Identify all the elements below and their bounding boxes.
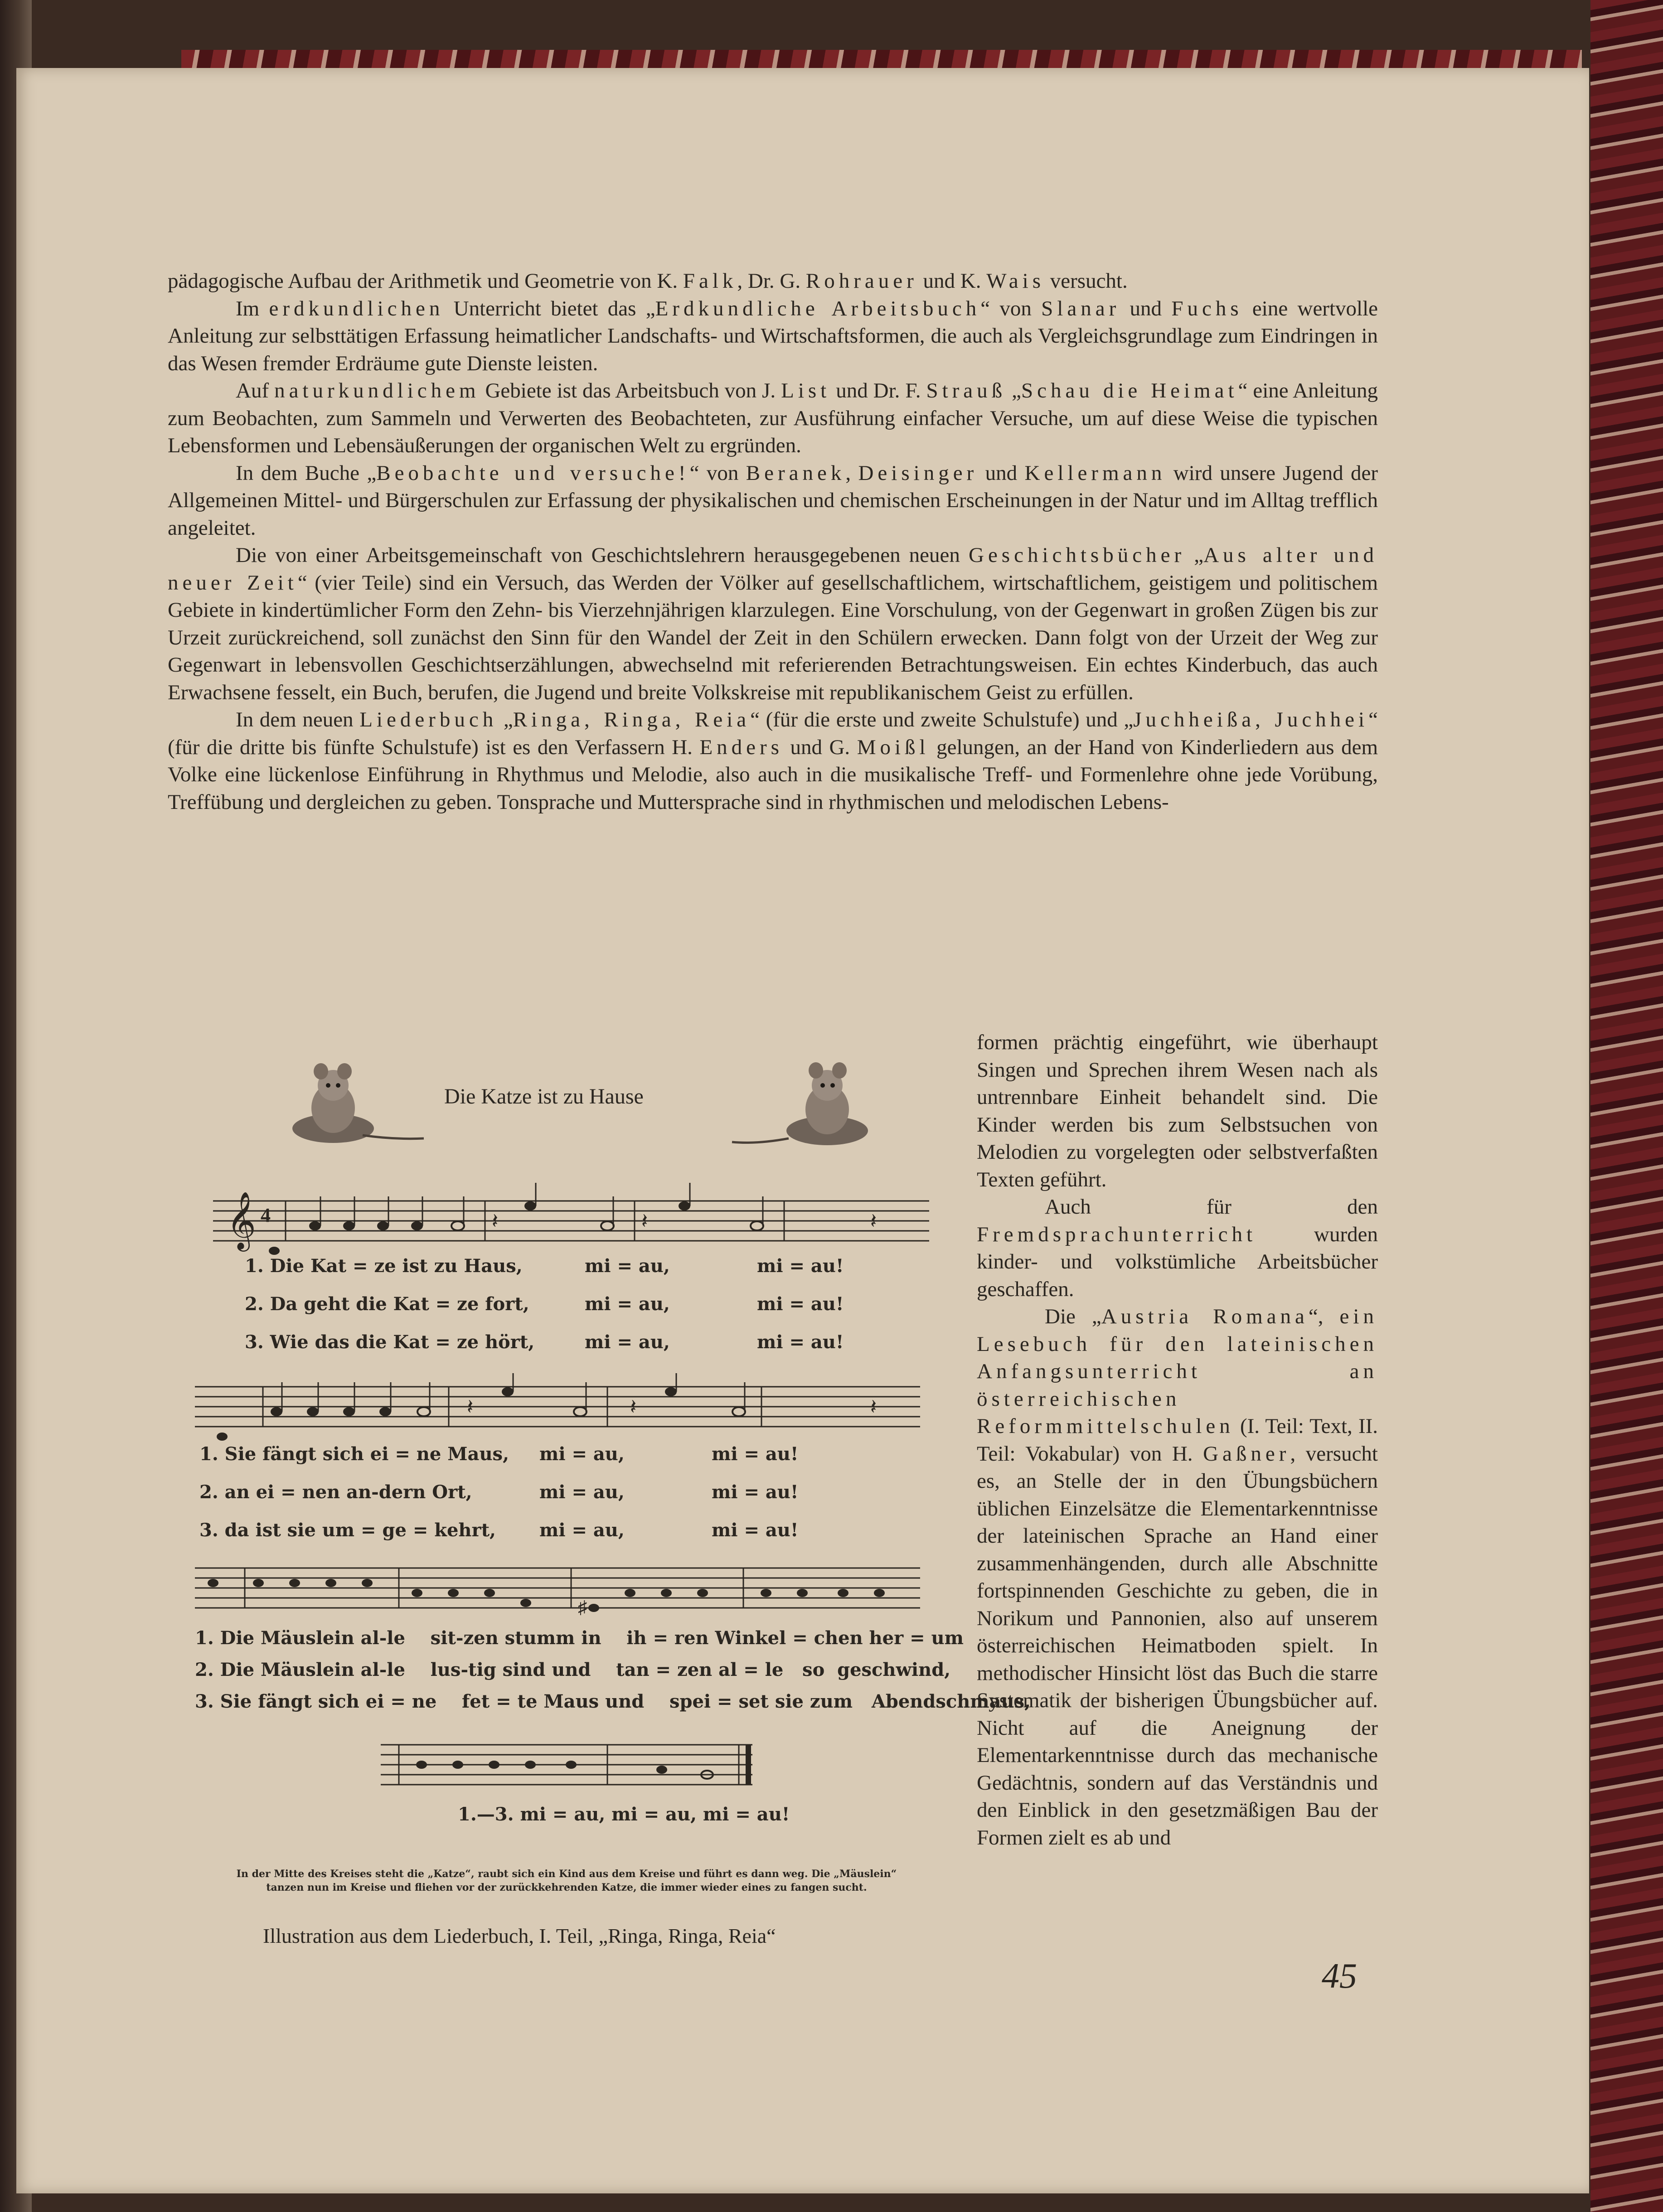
spaced-term: naturkundlichem <box>274 379 480 402</box>
spaced-term: ein Lesebuch für den lateinischen Anfangsunterricht an österreichischen Reformmittelschulen <box>977 1305 1378 1438</box>
music-staff-3 <box>195 1559 920 1618</box>
lyrics-line: 2. Die Mäuslein al-le lus-tig sind und tan = zen al = le so geschwind, <box>195 1659 951 1680</box>
lyrics-block-3 <box>195 1622 1031 1718</box>
svg-text:𝄽: 𝄽 <box>467 1395 474 1418</box>
music-staff-2 <box>195 1373 920 1441</box>
spaced-term: Schau die Heimat <box>1021 379 1238 402</box>
spaced-term: Liederbuch <box>359 708 498 731</box>
spaced-term: Rohrauer <box>805 269 918 293</box>
song-illustration <box>168 1056 1031 2035</box>
spaced-term: Kellermann <box>1024 461 1166 485</box>
svg-text:𝄽: 𝄽 <box>492 1210 499 1233</box>
lyrics-segment: 2. Da geht die Kat = ze fort, <box>245 1293 529 1315</box>
paragraph: In dem neuen Liederbuch „Ringa, Ringa, Reia“ (für die erste und zweite Schulstufe) und „Juchheißa, Juchhei“ (für die dritte bis fünfte Schulstufe) ist es den Verfassern H. Enders und G. Moißl gelungen, an der Hand von Kinderliedern aus dem Volke eine lückenlose Einführung in Rhythmus und Melodie, also auch in die musikalische Treff- und Formenlehre ohne jede Vorübung, Treffübung und dergleichen zu geben. Tonsprache und Muttersprache sind in rhythmischen und melodischen Lebens- <box>168 708 1378 814</box>
spaced-term: Beobachte und versuche! <box>376 461 690 485</box>
lyrics-line: 3. Sie fängt sich ei = ne fet = te Maus und spei = set sie zum Abendschmaus, <box>195 1691 1031 1712</box>
side-text-column <box>977 1029 1378 1851</box>
spaced-term: Wais <box>986 269 1045 293</box>
lyrics-segment: mi = au, <box>539 1481 625 1503</box>
spaced-term: Deisinger <box>858 461 978 485</box>
svg-text:𝄽: 𝄽 <box>870 1210 877 1233</box>
page-number: 45 <box>1322 1956 1357 1995</box>
spaced-term: Austria Romana <box>1101 1305 1309 1328</box>
lyrics-line: 1. Die Mäuslein al-le sit-zen stumm in ih = ren Winkel = chen her = um <box>195 1627 964 1649</box>
marbled-binding <box>1590 0 1663 2212</box>
spaced-term: Enders <box>699 735 783 759</box>
lyrics-block-4: 1.—3. mi = au, mi = au, mi = au! <box>458 1804 790 1825</box>
lyrics-segment: mi = au! <box>757 1331 844 1353</box>
lyrics-segment: 3. da ist sie um = ge = kehrt, <box>199 1520 496 1541</box>
spaced-term: Slanar <box>1041 296 1120 320</box>
lyrics-segment: mi = au! <box>757 1255 844 1277</box>
lyrics-segment: mi = au! <box>712 1520 799 1541</box>
paragraph: Die „Austria Romana“, ein Lesebuch für den lateinischen Anfangsunterricht an österreichischen Reformmittelschulen (I. Teil: Text, II. Teil: Vokabular) von H. Gaßner, versucht es, an Stelle der in den Übungsbüchern üblichen Einzelsätze die Elementarkenntnisse der lateinischen Sprache an Hand einer zusammenhängenden, durch alle Abschnitte fortspinnenden Geschichte zu geben, die in Norikum und Pannonien, also auf unserem österreichischen Heimatboden spielt. In methodischer Hinsicht löst das Buch die starre Systematik der bisherigen Übungsbücher auf. Nicht auf die Aneignung der Elementarkenntnisse durch das mechanische Gedächtnis, sondern auf das Verständnis und den Einblick in den gesetzmäßigen Bau der Formen zielt es ab und <box>977 1305 1378 1849</box>
svg-text:𝄽: 𝄽 <box>641 1210 648 1233</box>
mouse-left-icon <box>290 1060 426 1151</box>
spaced-term: List <box>781 379 831 402</box>
spaced-term: erdkundlichen <box>269 296 444 320</box>
lyrics-segment: mi = au, <box>585 1293 670 1315</box>
spaced-term: Erdkundliche Arbeitsbuch <box>655 296 981 320</box>
lyrics-segment: mi = au, <box>585 1331 670 1353</box>
song-title: Die Katze ist zu Hause <box>444 1084 644 1108</box>
lyrics-segment: mi = au! <box>712 1443 799 1465</box>
svg-text:♯: ♯ <box>578 1597 587 1617</box>
svg-text:𝄽: 𝄽 <box>870 1395 877 1418</box>
spaced-term: Fremdsprachunterricht <box>977 1222 1257 1246</box>
spaced-term: Falk <box>683 269 737 293</box>
game-instructions-line-1: In der Mitte des Kreises steht die „Katze“, raubt sich ein Kind aus dem Kreise und führt es dann weg. Die „Mäuslein“ <box>236 1868 897 1880</box>
main-text-column <box>168 267 1378 816</box>
spaced-term: Ringa, Ringa, Reia <box>513 708 751 731</box>
lyrics-segment: mi = au, <box>539 1443 625 1465</box>
spaced-term: Aus alter und neuer Zeit <box>168 543 1378 595</box>
spaced-term: Beranek <box>746 461 846 485</box>
svg-text:𝄽: 𝄽 <box>630 1395 637 1418</box>
paragraph: Auf naturkundlichem Gebiete ist das Arbeitsbuch von J. List und Dr. F. Strauß „Schau die Heimat“ eine Anleitung zum Beobachten, zum Sammeln und Verwerten des Beobachteten, zur Ausführung einfacher Versuche, um auf diese Weise die typischen Lebensformen und Lebensäußerungen der organischen Welt zu ergründen. <box>168 379 1378 457</box>
svg-text:𝄞: 𝄞 <box>227 1193 257 1248</box>
paragraph: Die von einer Arbeitsgemeinschaft von Geschichtslehrern herausgegebenen neuen Geschichtsbücher „Aus alter und neuer Zeit“ (vier Teile) sind ein Versuch, das Werden der Völker auf gesellschaftlichem, wirtschaftlichem, geistigem und politischem Gebiete in kindertümlicher Form den Zehn- bis Vierzehnjährigen klarzulegen. Eine Vorschulung, von der Gegenwart in großen Zügen bis zur Urzeit zurückreichend, soll zunächst den Sinn für den Wandel der Zeit in den Schülern erwecken. Dann folgt von der Urzeit der Weg zur Gegenwart in lebensvollen Geschichtserzählungen, abwechselnd mit referierenden Betrachtungsweisen. Ein echtes Kinderbuch, das auch Erwachsene fesselt, ein Buch, berufen, die Jugend und breite Volkskreise mit republikanischem Geist zu erfüllen. <box>168 543 1378 704</box>
game-instructions <box>213 1867 920 1894</box>
lyrics-segment: mi = au, <box>539 1520 625 1541</box>
book-page <box>16 68 1589 2193</box>
lyrics-segment: mi = au! <box>757 1293 844 1315</box>
music-staff-1 <box>213 1183 929 1255</box>
lyrics-segment: 3. Wie das die Kat = ze hört, <box>245 1331 535 1353</box>
spaced-term: Moißl <box>857 735 930 759</box>
paragraph: Im erdkundlichen Unterricht bietet das „Erdkundliche Arbeitsbuch“ von Slanar und Fuchs eine wertvolle Anleitung zur selbsttätigen Erfassung heimatlicher Landschafts- und Wirtschaftsformen, die auch als Vergleichsgrundlage zum Eindringen in das Wesen fremder Erdräume gute Dienste leisten. <box>168 296 1378 375</box>
lyrics-segment: 1. Die Kat = ze ist zu Haus, <box>245 1255 523 1277</box>
spaced-term: Fuchs <box>1171 296 1243 320</box>
spaced-term: Geschichtsbücher <box>969 543 1186 567</box>
lyrics-segment: mi = au, <box>585 1255 670 1277</box>
spaced-term: Juchheißa, Juchhei <box>1133 708 1369 731</box>
paragraph: In dem Buche „Beobachte und versuche!“ von Beranek, Deisinger und Kellermann wird unsere Jugend der Allgemeinen Mittel- und Bürgerschulen zur Erfassung der physikalischen und chemischen Erscheinungen in der Natur und im Alltag trefflich angeleitet. <box>168 461 1378 540</box>
lyrics-segment: 1. Sie fängt sich ei = ne Maus, <box>199 1443 509 1465</box>
lyrics-segment: 2. an ei = nen an-dern Ort, <box>199 1481 472 1503</box>
spaced-term: Gaßner <box>1203 1442 1290 1466</box>
svg-text:4: 4 <box>261 1204 271 1226</box>
paragraph: formen prächtig eingeführt, wie überhaupt Singen und Sprechen ihrem Wesen nach als untrennbare Einheit behandelt sind. Die Kinder werden bis zum Selbstsuchen von Melodien zu vorgelegten oder selbstverfaßten Texten geführt. <box>977 1031 1378 1191</box>
game-instructions-line-2: tanzen nun im Kreise und fliehen vor der zurückkehrenden Katze, die immer wieder eines zu fangen sucht. <box>266 1882 867 1893</box>
illustration-caption: Illustration aus dem Liederbuch, I. Teil, „Ringa, Ringa, Reia“ <box>263 1924 776 1947</box>
paragraph: Auch für den Fremdsprachunterricht wurden kinder- und volkstümliche Arbeitsbücher geschaffen. <box>977 1195 1378 1301</box>
lyrics-segment: mi = au! <box>712 1481 799 1503</box>
paragraph: pädagogische Aufbau der Arithmetik und Geometrie von K. Falk, Dr. G. Rohrauer und K. Wais versucht. <box>168 269 1128 293</box>
music-staff-4 <box>381 1736 757 1795</box>
spaced-term: Strauß <box>926 379 1007 402</box>
mouse-right-icon <box>730 1056 875 1151</box>
